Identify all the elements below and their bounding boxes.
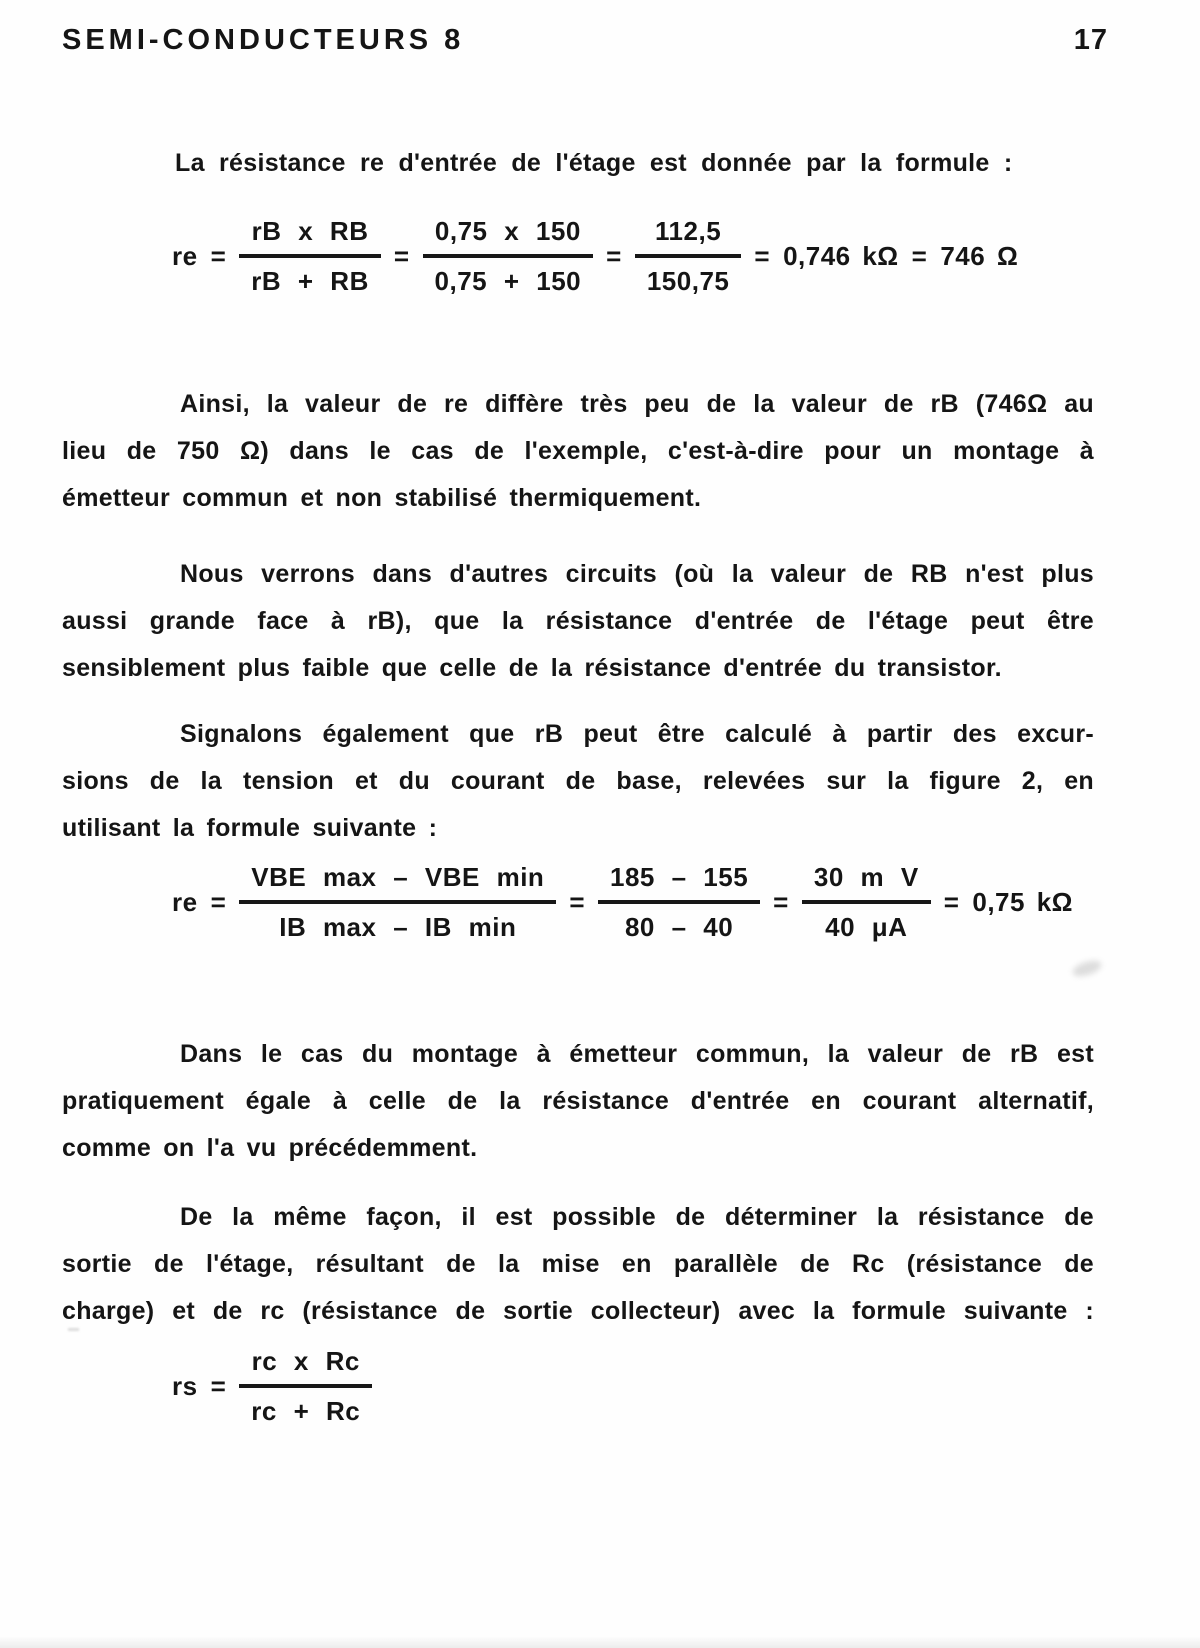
fraction-symbolic (239, 862, 556, 943)
formula-re-vbe (172, 862, 1073, 943)
fraction-denominator: rB + RB (251, 266, 369, 296)
scan-smudge (1071, 958, 1104, 980)
fraction-denominator: IB max – IB min (279, 912, 517, 942)
paragraph-line: sensiblement plus faible que celle de la résistance d'entrée du transistor. (62, 654, 1002, 682)
fraction-numerator: 30 m V (802, 862, 931, 904)
equals-sign: = (754, 241, 771, 271)
paragraph-line: sions de la tension et du courant de base, relevées sur la figure 2, en (62, 767, 1094, 795)
fraction-result (635, 216, 742, 297)
fraction-symbolic (239, 1346, 372, 1427)
paragraph-line: utilisant la formule suivante : (62, 814, 438, 842)
paragraph-dans-le-cas (62, 1031, 1094, 1172)
paragraph-line: émetteur commun et non stabilisé thermiquement. (62, 484, 702, 512)
paragraph-signalons (62, 711, 1094, 852)
paragraph-line: Ainsi, la valeur de re diffère très peu de la valeur de rB (746Ω au (180, 390, 1094, 418)
paragraph-ainsi (62, 381, 1094, 522)
fraction-denominator: 0,75 + 150 (434, 266, 582, 296)
equals-sign: = (606, 241, 622, 271)
scan-speck (68, 1328, 79, 1331)
fraction-numerator: VBE max – VBE min (239, 862, 556, 904)
page-bottom-shadow (0, 1636, 1200, 1648)
intro-sentence: La résistance re d'entrée de l'étage est donnée par la formule : (175, 149, 1013, 177)
fraction-numerator: rB x RB (239, 216, 381, 258)
paragraph-line: comme on l'a vu précédemment. (62, 1134, 478, 1162)
page-header (62, 24, 1108, 57)
formula-lhs: rs (172, 1371, 198, 1401)
result-ohm: 746 Ω (940, 241, 1019, 271)
fraction-values (598, 862, 760, 943)
formula-re-parallel (172, 216, 1018, 297)
equals-sign: = (943, 887, 960, 917)
paragraph-line: charge) et de rc (résistance de sortie collecteur) avec la formule suivante : (62, 1297, 1094, 1325)
paragraph-line: pratiquement égale à celle de la résistance d'entrée en courant alternatif, (62, 1087, 1094, 1115)
formula-lhs: re (172, 241, 198, 271)
equals-sign: = (569, 887, 585, 917)
paragraph-line: aussi grande face à rB), que la résistance d'entrée de l'étage peut être (62, 607, 1094, 635)
fraction-values (423, 216, 594, 297)
equals-sign: = (773, 887, 789, 917)
equals-sign: = (393, 241, 410, 271)
paragraph-line: De la même façon, il est possible de déterminer la résistance de (180, 1203, 1094, 1231)
page-number: 17 (1073, 24, 1108, 56)
fraction-numerator: 112,5 (635, 216, 742, 258)
paragraph-de-la-meme-facon (62, 1194, 1094, 1335)
formula-lhs: re (172, 887, 198, 917)
fraction-denominator: 40 μA (825, 912, 908, 942)
paragraph-line: sortie de l'étage, résultant de la mise en parallèle de Rc (résistance de (62, 1250, 1094, 1278)
fraction-numerator: 185 – 155 (598, 862, 760, 904)
equals-sign: = (210, 887, 227, 917)
fraction-denominator: 150,75 (646, 266, 730, 296)
fraction-denominator: rc + Rc (251, 1396, 361, 1426)
equals-sign: = (210, 1371, 227, 1401)
paragraph-line: Nous verrons dans d'autres circuits (où la valeur de RB n'est plus (180, 560, 1094, 588)
fraction-numerator: rc x Rc (239, 1346, 372, 1388)
result-kilo-ohm: 0,75 kΩ (972, 887, 1074, 917)
paragraph-line: lieu de 750 Ω) dans le cas de l'exemple, c'est-à-dire pour un montage à (62, 437, 1094, 465)
paragraph-line: Dans le cas du montage à émetteur commun, la valeur de rB est (180, 1040, 1094, 1068)
fraction-units (802, 862, 931, 943)
result-kilo-ohm: 0,746 kΩ (783, 241, 899, 271)
equals-sign: = (911, 241, 928, 271)
fraction-numerator: 0,75 x 150 (423, 216, 594, 258)
running-title: SEMI-CONDUCTEURS 8 (62, 24, 465, 56)
formula-rs (172, 1346, 372, 1427)
equals-sign: = (210, 241, 227, 271)
fraction-denominator: 80 – 40 (624, 912, 734, 942)
paragraph-nous-verrons (62, 551, 1094, 692)
paragraph-line: Signalons également que rB peut être calculé à partir des excur- (180, 720, 1094, 748)
fraction-symbolic (239, 216, 381, 297)
